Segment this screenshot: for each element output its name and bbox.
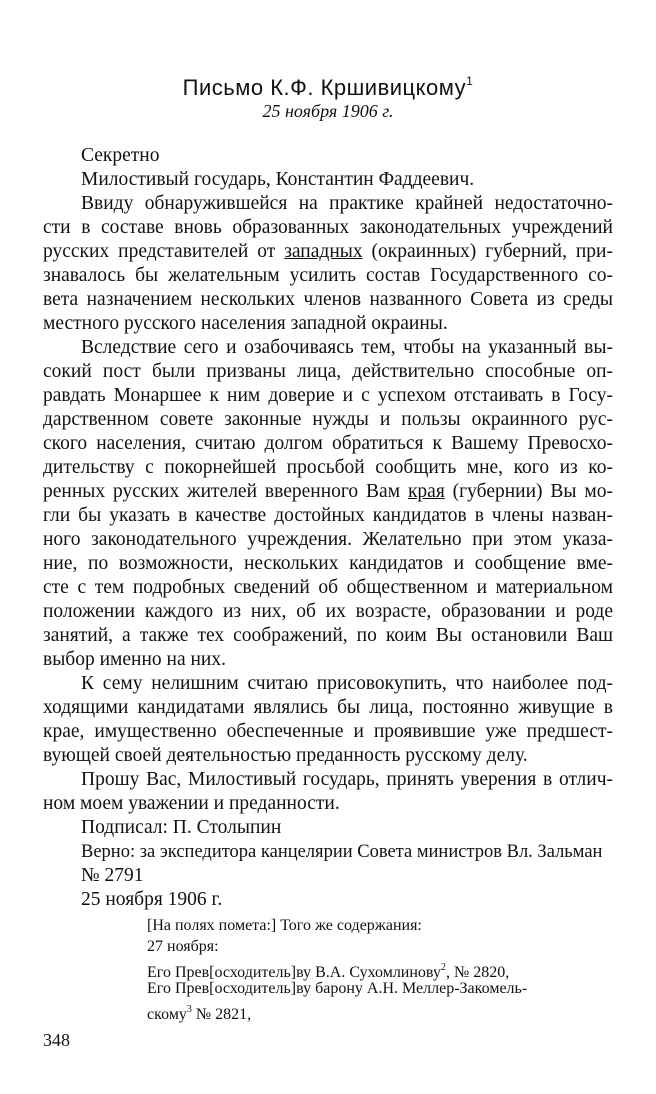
signature-line: Подписал: П. Столыпин bbox=[81, 817, 282, 838]
footnote-mark: 3 bbox=[186, 1004, 192, 1015]
document-number: № 2791 bbox=[81, 865, 144, 886]
text-line: сокий пост были призваны лица, действительно способные оп- bbox=[43, 361, 613, 382]
text-line: ходящими кандидатами являлись бы лица, постоянно живущие в bbox=[43, 697, 613, 718]
text-line: ние, по возможности, нескольких кандидатов и сообщение вме- bbox=[43, 553, 613, 574]
secret-mark: Секретно bbox=[81, 145, 160, 166]
text-fragment: (губернии) Вы мо- bbox=[444, 481, 614, 502]
text-line: Ввиду обнаружившейся на практике крайней недостаточно- bbox=[81, 193, 613, 214]
text-fragment: скому bbox=[147, 1006, 187, 1023]
text-line: К сему нелишним считаю присовокупить, что наиболее под- bbox=[81, 673, 613, 694]
text-line: Прошу Вас, Милостивый государь, принять уверения в отлич- bbox=[81, 769, 613, 790]
margin-note-line: Его Прев[осходитель]ву барону А.Н. Меллер-Закомель- bbox=[147, 980, 528, 997]
text-line: занятий, а также тех соображений, по коим Вы остановили Ваш bbox=[43, 625, 613, 646]
text-line: вета назначением нескольких членов названного Совета из среды bbox=[43, 289, 613, 310]
verification-line: Верно: за экспедитора канцелярии Совета министров Вл. Зальман bbox=[81, 842, 603, 862]
text-line: гли бы указать в качестве достойных кандидатов в члены назван- bbox=[43, 505, 613, 526]
margin-note-line bbox=[147, 1000, 251, 1025]
underlined-word: края bbox=[407, 481, 445, 502]
page-number: 348 bbox=[43, 1030, 70, 1050]
text-line: ного законодательного учреждения. Желательно при этом указа- bbox=[43, 529, 613, 550]
text-fragment: русских представителей от bbox=[43, 241, 285, 262]
letter-date: 25 ноября 1906 г. bbox=[262, 101, 394, 121]
salutation: Милостивый государь, Константин Фаддеевич. bbox=[81, 169, 475, 190]
letter-title bbox=[0, 74, 656, 101]
text-fragment: Его Прев[осходитель]ву В.А. Сухомлинову bbox=[147, 964, 441, 981]
text-fragment: ренных русских жителей вверенного Вам bbox=[43, 481, 408, 502]
text-line: ского населения, считаю долгом обратиться к Вашему Превосхо- bbox=[43, 433, 613, 454]
text-line: вующей своей деятельностью преданность русскому делу. bbox=[43, 745, 528, 766]
text-line: положении каждого из них, об их возрасте, образовании и роде bbox=[43, 601, 613, 622]
text-line: местного русского населения западной окраины. bbox=[43, 313, 448, 334]
text-line: сти в составе вновь образованных законодательных учреждений bbox=[43, 217, 613, 238]
text-line: сте с тем подробных сведений об общественном и материальном bbox=[43, 577, 613, 598]
letter-title-text: Письмо К.Ф. Кршивицкому bbox=[182, 75, 467, 100]
text-line: ном моем уважении и преданности. bbox=[43, 793, 340, 814]
text-line: дительству с покорнейшей просьбой сообщить мне, кого из ко- bbox=[43, 457, 613, 478]
margin-note-line: [На полях помета:] Того же содержания: bbox=[147, 917, 422, 934]
text-fragment: (окраинных) губерний, при- bbox=[362, 241, 613, 262]
text-line: знавалось бы желательным усилить состав Государственного со- bbox=[43, 265, 613, 286]
title-footnote-mark: 1 bbox=[466, 74, 474, 88]
text-line: крае, имущественно обеспеченные и проявившие уже предшест- bbox=[43, 721, 613, 742]
text-line: равдать Монаршее к ним доверие и с успехом отстаивать в Госу- bbox=[43, 385, 613, 406]
footnote-mark: 2 bbox=[440, 962, 446, 973]
margin-note-line: 27 ноября: bbox=[147, 938, 219, 955]
text-fragment: , № 2820, bbox=[445, 964, 510, 981]
text-line: Вследствие сего и озабочиваясь тем, чтобы на указанный вы- bbox=[81, 337, 613, 358]
document-date: 25 ноября 1906 г. bbox=[81, 889, 223, 910]
underlined-word: западных bbox=[284, 241, 363, 262]
text-line bbox=[43, 480, 613, 504]
text-fragment: № 2821, bbox=[191, 1006, 252, 1023]
text-line: выбор именно на них. bbox=[43, 649, 226, 670]
text-line bbox=[43, 240, 613, 264]
text-line: дарственном совете законные нужды и пользы окраинного рус- bbox=[43, 409, 613, 430]
